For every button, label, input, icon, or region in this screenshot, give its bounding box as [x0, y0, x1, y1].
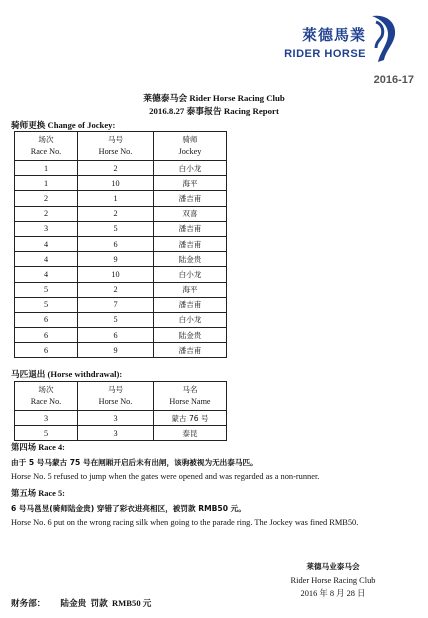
- table-row: [15, 206, 227, 221]
- table-cell: 5: [78, 221, 154, 236]
- table-cell: 4: [15, 267, 78, 282]
- withdrawal-table: [14, 381, 227, 441]
- table-cell: 5: [78, 312, 154, 327]
- table-row: [15, 191, 227, 206]
- footer-note: 财务部： 陆金贵 罚款 RMB50 元: [11, 598, 152, 608]
- table-cell: 6: [15, 328, 78, 343]
- table-header-row: [15, 382, 227, 411]
- table-cell: 白小龙: [154, 267, 227, 282]
- table-cell: 3: [15, 221, 78, 236]
- table-cell: 3: [78, 426, 154, 441]
- column-header: 马名 Horse Name: [154, 382, 227, 411]
- table-cell: 9: [78, 252, 154, 267]
- table-cell: 白小龙: [154, 161, 227, 176]
- table-row: [15, 161, 227, 176]
- table-row: [15, 267, 227, 282]
- race4-heading: 第四场 Race 4:: [11, 443, 65, 452]
- table-row: [15, 411, 227, 426]
- column-header: 马号 Horse No.: [78, 382, 154, 411]
- table-row: [15, 343, 227, 358]
- race5-english: Horse No. 6 put on the wrong racing silk when going to the parade ring. The Jockey was fined RMB50.: [11, 518, 359, 527]
- table-cell: 潘吉甫: [154, 343, 227, 358]
- table-cell: 1: [15, 176, 78, 191]
- column-header: 场次 Race No.: [15, 132, 78, 161]
- table-cell: 10: [78, 267, 154, 282]
- table-cell: 6: [78, 236, 154, 251]
- table-cell: 2: [78, 282, 154, 297]
- table-cell: 5: [15, 426, 78, 441]
- race5-heading: 第五场 Race 5:: [11, 489, 65, 498]
- table-cell: 海平: [154, 176, 227, 191]
- table-cell: 4: [15, 252, 78, 267]
- table-cell: 潘吉甫: [154, 236, 227, 251]
- table-row: [15, 252, 227, 267]
- report-subtitle: 2016.8.27 泰事报告 Racing Report: [149, 106, 279, 116]
- jockey-change-table: [14, 131, 227, 358]
- table-cell: 10: [78, 176, 154, 191]
- table-cell: 2: [15, 206, 78, 221]
- table-cell: 潘吉甫: [154, 191, 227, 206]
- table-row: [15, 297, 227, 312]
- logo-chinese: 萊德馬業: [301, 26, 366, 44]
- table-cell: 潘吉甫: [154, 297, 227, 312]
- table-cell: 海平: [154, 282, 227, 297]
- table-row: [15, 312, 227, 327]
- table-cell: 双喜: [154, 206, 227, 221]
- table-cell: 3: [15, 411, 78, 426]
- table-cell: 泰昆: [154, 426, 227, 441]
- table-row: [15, 328, 227, 343]
- table-cell: 6: [78, 328, 154, 343]
- withdrawal-heading: 马匹退出 (Horse withdrawal):: [11, 369, 123, 379]
- table-row: [15, 221, 227, 236]
- table-cell: 9: [78, 343, 154, 358]
- logo-english: RIDER HORSE: [284, 48, 366, 60]
- table-row: [15, 176, 227, 191]
- table-row: [15, 426, 227, 441]
- table-cell: 陆金贵: [154, 328, 227, 343]
- table-cell: 2: [78, 161, 154, 176]
- race5-section: [11, 487, 420, 531]
- report-title: 莱德泰马会 Rider Horse Racing Club: [143, 93, 285, 103]
- signature-date: 2016 年 8 月 28 日: [300, 589, 366, 598]
- race4-chinese: 由于 5 号马蒙古 75 号在闸厢开启后未有出闸，该驹被视为无出泰马匹。: [11, 457, 258, 467]
- table-cell: 陆金贵: [154, 252, 227, 267]
- table-cell: 2: [78, 206, 154, 221]
- signature-chinese: 莱德马业泰马会: [306, 562, 360, 571]
- table-cell: 蒙古 76 号: [154, 411, 227, 426]
- table-row: [15, 236, 227, 251]
- table-cell: 7: [78, 297, 154, 312]
- signature-block: [268, 560, 398, 601]
- table-cell: 1: [15, 161, 78, 176]
- table-cell: 潘吉甫: [154, 221, 227, 236]
- table-cell: 5: [15, 282, 78, 297]
- document-number: 2016-17: [373, 74, 414, 86]
- race5-chinese: 6 号马邕昱(骑师陆金贵) 穿错了彩衣进亮相区，被罚款 RMB50 元。: [11, 503, 246, 513]
- race4-section: [11, 441, 420, 485]
- signature-english: Rider Horse Racing Club: [290, 575, 376, 585]
- table-cell: 5: [15, 297, 78, 312]
- table-cell: 6: [15, 312, 78, 327]
- table-cell: 白小龙: [154, 312, 227, 327]
- column-header: 马号 Horse No.: [78, 132, 154, 161]
- table-cell: 1: [78, 191, 154, 206]
- table-cell: 6: [15, 343, 78, 358]
- table-cell: 2: [15, 191, 78, 206]
- race4-english: Horse No. 5 refused to jump when the gates were opened and was regarded as a non-runner.: [11, 472, 320, 481]
- table-cell: 4: [15, 236, 78, 251]
- column-header: 骑师 Jockey: [154, 132, 227, 161]
- table-header-row: [15, 132, 227, 161]
- table-cell: 3: [78, 411, 154, 426]
- logo: [260, 8, 410, 60]
- table-row: [15, 282, 227, 297]
- column-header: 场次 Race No.: [15, 382, 78, 411]
- horse-logo-icon: [362, 12, 400, 66]
- jockey-change-heading: 骑师更换 Change of Jockey:: [11, 120, 116, 130]
